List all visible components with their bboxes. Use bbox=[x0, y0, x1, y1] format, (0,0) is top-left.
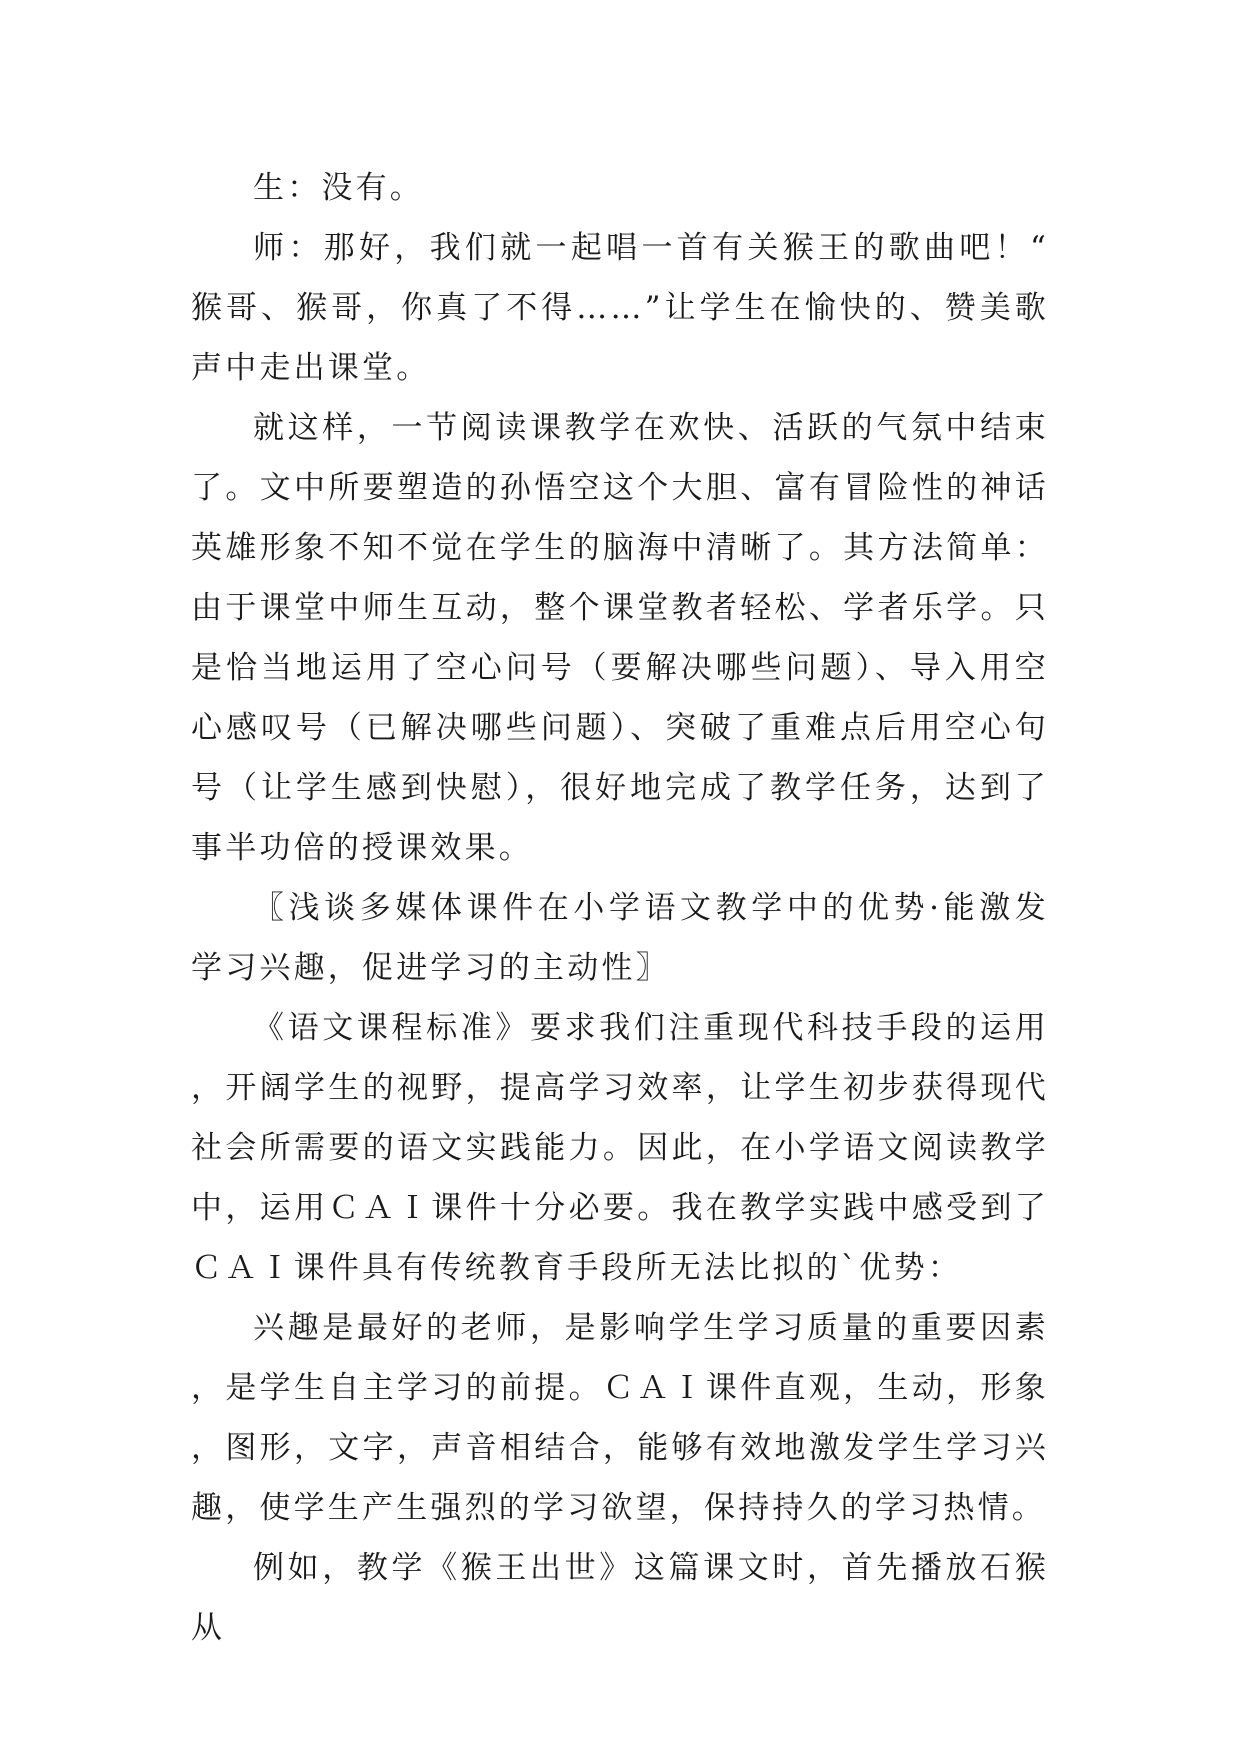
paragraph-interest: 兴趣是最好的老师，是影响学生学习质量的重要因素，是学生自主学习的前提。ＣＡＩ课件直观，生动，形象，图形，文字，声音相结合，能够有效地激发学生学习兴趣，使学生产生强烈的学习欲望，保持持久的学习热情。 bbox=[191, 1310, 1049, 1526]
paragraph-curriculum-standard: 《语文课程标准》要求我们注重现代科技手段的运用，开阔学生的视野，提高学习效率，让学生初步获得现代社会所需要的语文实践能力。因此，在小学语文阅读教学中，运用ＣＡＩ课件十分必要。我在教学实践中感受到了ＣＡＩ课件具有传统教育手段所无法比拟的`优势： bbox=[191, 1010, 1049, 1286]
document-body bbox=[191, 158, 1049, 1658]
paragraph-teacher-song: 师：那好，我们就一起唱一首有关猴王的歌曲吧！“猴哥、猴哥，你真了不得……”让学生在愉快的、赞美歌声中走出课堂。 bbox=[191, 230, 1049, 386]
paragraph-student-answer: 生：没有。 bbox=[253, 170, 424, 206]
section-heading: 〖浅谈多媒体课件在小学语文教学中的优势·能激发学习兴趣，促进学习的主动性〗 bbox=[191, 890, 1049, 986]
paragraph-lesson-summary: 就这样，一节阅读课教学在欢快、活跃的气氛中结束了。文中所要塑造的孙悟空这个大胆、富有冒险性的神话英雄形象不知不觉在学生的脑海中清晰了。其方法简单：由于课堂中师生互动，整个课堂教者轻松、学者乐学。只是恰当地运用了空心问号（要解决哪些问题）、导入用空心感叹号（已解决哪些问题）、突破了重难点后用空心句号（让学生感到快慰），很好地完成了教学任务，达到了事半功倍的授课效果。 bbox=[191, 410, 1049, 866]
paragraph-example: 例如，教学《猴王出世》这篇课文时，首先播放石猴从 bbox=[191, 1550, 1049, 1646]
